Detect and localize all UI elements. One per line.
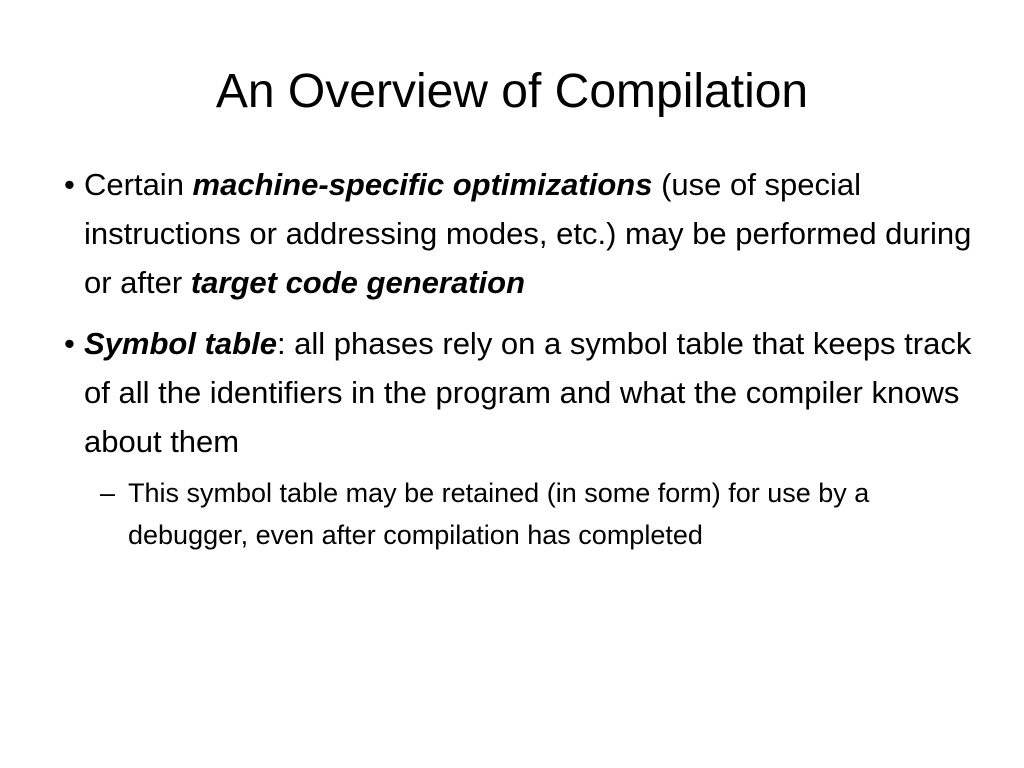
sub-bullet-item xyxy=(100,472,992,556)
text-segment: : all phases rely on a symbol table that keeps track of all the identifiers in the program and what the compiler knows about them xyxy=(84,326,972,459)
bullet-item xyxy=(64,319,992,466)
text-segment: Certain xyxy=(84,167,193,202)
emphasis-term: target code generation xyxy=(190,265,526,300)
bullet-marker: • xyxy=(64,167,75,202)
slide-body xyxy=(64,160,992,556)
bullet-marker: • xyxy=(64,326,75,361)
bullet-text xyxy=(84,326,971,459)
bullet-item xyxy=(64,160,992,307)
sub-bullet-marker: – xyxy=(100,478,116,508)
emphasis-term: machine-specific optimizations xyxy=(192,167,653,202)
text-segment: (use of special instructions or addressing modes, etc.) may be performed during or after xyxy=(84,167,972,300)
emphasis-term: Symbol table xyxy=(84,326,277,361)
bullet-text xyxy=(84,167,971,300)
sub-bullet-text: This symbol table may be retained (in some form) for use by a debugger, even after compilation has completed xyxy=(128,478,870,550)
slide-title: An Overview of Compilation xyxy=(215,65,809,118)
